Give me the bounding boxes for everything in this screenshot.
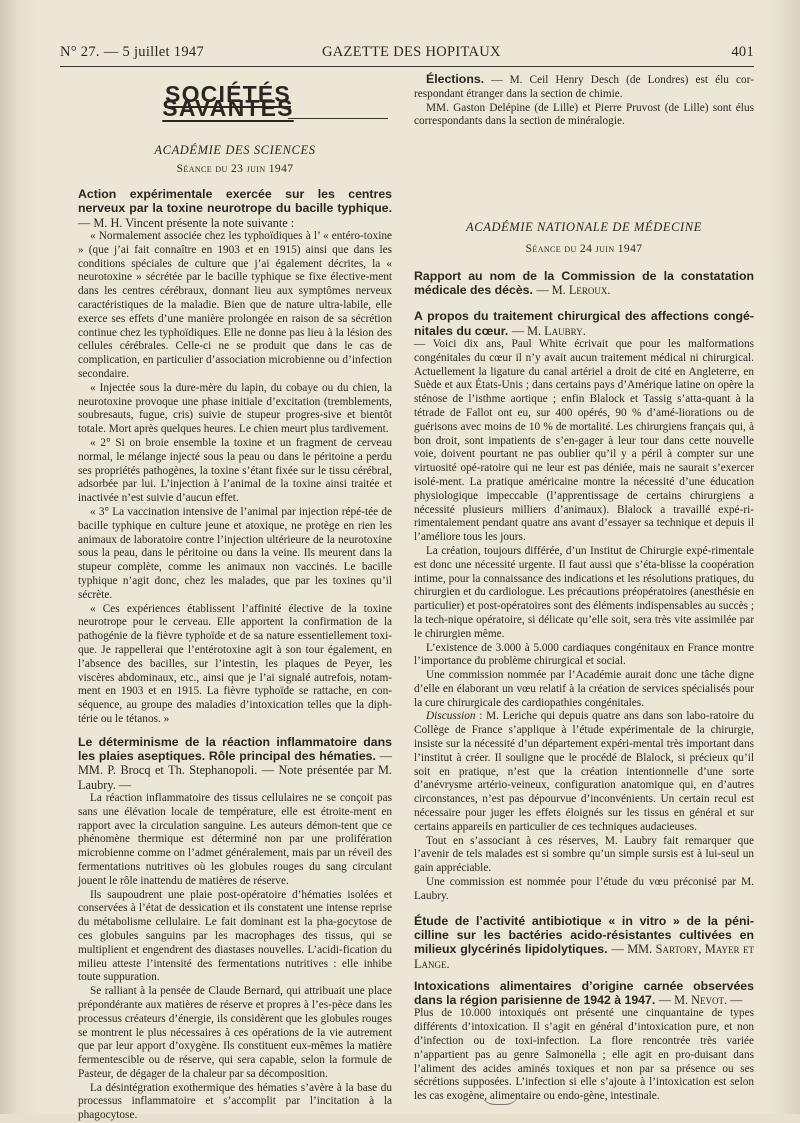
paragraph: « Normalement associée chez les typhoïdiques à l’ « entéro-toxine » (que j’ai fait connaître en 1903 et en 1915) ainsi que dans les conditions spéciales de culture que j’ai également décrites, la « neurotoxine » sécrétée par le bacille typhique se fixe élective-ment dans les centres cérébraux, donnant lieu aux symptômes nerveux caractéristiques de la maladie. Bien que de nature ultra-labile, elle exerce ses effets d’une manière prolongée en raison de sa sécrétion continue chez les typhoïdiques. Elle ne donne pas lieu à la lésion des cellules cérébrales. Celle-ci ne se produit que dans le cas de complication, en particulier d’association microbienne ou d’infection secondaire. [78,230,392,381]
page-number: 401 [731,44,754,60]
paragraph: Une commission nommée par l’Académie aurait donc une tâche digne d’elle en élaborant un vœu relatif à la création de services spécialisés pour la cure chirurgicale des cardiopathies congénitales. [414,669,754,709]
issue-number: N° 27. — 5 juillet 1947 [60,44,204,60]
article-title-penicillin: Étude de l’activité antibiotique « in vitro » de la péni-cilline sur les bactéries acido-résistantes cultivées en milieux glycérinés lipidolytiques. — MM. Sartory, Mayer et Lange. [414,913,755,971]
elections-paragraph: Élections. — M. Ceil Henry Desch (de Londres) est élu cor-respondant étranger dans la section de chimie. [414,72,754,100]
paragraph: Tout en s’associant à ces réserves, M. Laubry fait remarquer que l’avenir de tels malades est si sombre qu’un simple sursis est à lui-seul un gain appréciable. [414,834,754,875]
paragraph: La réaction inflammatoire des tissus cellulaires ne se conçoit pas sans une élévation locale de température, elle est étroite-ment en rapport avec la circulation sanguine. Les auteurs démon-tent que ce phénomène thermique est déterminé non par une prolifération microbienne comme on l’admet généralement, mais par un réveil des fermentations nutritives où les globules rouges du sang circulant jouent le rôle inattendu de matières de réserve. [78,791,392,887]
paragraph: Ils saupoudrent une plaie post-opératoire d’hématies isolées et conservées à l’état de dessication et ils constatent une intense reprise du métabolisme cellulaire. Le fait dominant est la pha-gocytose de ces globules sanguins par les macrophages des tissus, qui se multiplient et engendrent des diastases nouvelles. L’acidi-fication du milieu atteste l’intensité des fermentations nutritives : elle inhibe toute suppuration. [78,888,392,984]
paragraph: La création, toujours différée, d’un Institut de Chirurgie expé-rimentale est donc une nécessité urgente. Il faut aussi que s’éta-blisse la coopération intime, pour la connaissance des indications et les résolutions pratiques, du chirurgien et du cardiologue. Les précautions préopératoires (anesthésie en particulier) et post-opératoires sont des éléments indispensables au succès ; la tech-nique opératoire, si délicate qu’elle soit, sera très vite assimilée par le chirurgien même. [414,544,754,640]
paragraph: Plus de 10.000 intoxiqués ont présenté une cinquantaine de types différents d’intoxication. Il s’agit en général d’intoxication pure, et non d’infection ou de toxi-infection. La flore rencontrée très variée n’appartient pas au genre Salmonella ; elle agit en pro-duisant dans l’aliment des acides aminés toxiques et non par sa présence ou ses sécrétions supposées. L’infection si elle s’ajoute à l’intoxication est selon les cas exogène, alimentaire ou endo-gène, intestinale. [414,1007,754,1103]
academy-heading: ACADÉMIE NATIONALE DE MÉDECINE [466,220,702,235]
article-title-intoxications: Intoxications alimentaires d’origine carnée observées dans la région parisienne de 1942 à 1947. — M. Nevot. — [414,978,754,1008]
paragraph: « 3° La vaccination intensive de l’animal par injection répé-tée de bacille typhique en culture jeune et atoxique, ne protège en rien les animaux de laboratoire contre l’injection ultérieure de la neurotoxine sous la peau, dans le péritoine ou dans la veine. Ils meurent dans la stupeur complète, comme les animaux non vaccinés. Le bacille typhique n’agit donc, chez les malades, que par les toxines qu’il sécrète. [78,506,392,601]
academy-heading: ACADÉMIE DES SCIENCES [154,142,316,157]
article-title-typhoid: Action expérimentale exercée sur les centres nerveux par la toxine neurotrope du bacille typhique. — M. H. Vincent présente la note suivante : [78,187,392,230]
left-column [78,72,392,1123]
paragraph: MM. Gaston Delépine (de Lille) et Pierre Pruvost (de Lille) sont élus correspondants dans la section de minéralogie. [414,101,754,128]
paragraph: « Ces expériences établissent l’affinité élective de la toxine neurotrope pour le cerveau. Elle apportent la confirmation de la pathogénie de la fièvre typhoïde et de sa nature essentiellement toxi-que. Je rappellerai que l’entérotoxine agit à son tour également, en l’absence des bacilles, sur l’intestin, les plaques de Peyer, les viscères abdominaux, etc., ainsi que je l’ai signalé autrefois, notam-ment en 1903 et en 1915. La fièvre typhoïde se rattache, en con-séquence, au groupe des maladies d’intoxication telles que la diph-térie ou le tétanos. » [78,602,392,725]
paragraph: « Injectée sous la dure-mère du lapin, du cobaye ou du chien, la neurotoxine provoque une phase initiale d’excitation (tremblements, soubresauts, fugue, cris) suivie de stupeur progres-sive et bientôt totale. Mort après quelques heures. Le chien meurt plus tardivement. [78,381,392,436]
article-title-inflammation: Le déterminisme de la réaction inflammatoire dans les plaies aseptiques. Rôle principal des hématies. — MM. P. Brocq et Th. Stephanopoli. — Note présentée par M. Laubry. — [78,734,392,792]
journal-title: GAZETTE DES HOPITAUX [322,44,501,60]
session-date: Séance du 24 juin 1947 [525,242,643,255]
section-title: SOCIÉTÉS SAVANTES [162,81,294,121]
page-header [60,40,754,67]
session-date: Séance du 23 juin 1947 [176,163,294,176]
discussion-paragraph: Discussion : M. Leriche qui depuis quatre ans dans son labo-ratoire du Collège de France s’applique à l’étude expérimentale de la chirurgie, insiste sur la nécessité d’un département expéri-mental très important dans l’institut à créer. Il souligne que le procédé de Blalock, si précieux qu’il soit en pratique, n’est que la création intentionnelle d’une sorte d’anévrysme artério-veineux, configuration anatomique qui, en d’autres circonstances, n’est pas dépourvue d’inconvénients. Un certain recul est nécessaire pour juger les effets éloignés sur les tissus en général et sur certains appareils en particulier de ces techniques audacieuses. [414,710,755,833]
paragraph: Une commission est nommée pour l’étude du vœu préconisé par M. Laubry. [414,876,754,902]
paragraph: — Voici dix ans, Paul White écrivait que pour les malformations congénitales du cœur il n’y avait aucun traitement médical ni chirurgical. Actuellement la ligature du canal artériel a droit de cité en Angleterre, en Suède et aux États-Unis ; dans certains pays d’Amérique latine on opère la sténose de l’isthme aortique ; enfin Blalock et Tassig s’atta-quant à la tétrade de Fallot ont eu, sur 400 opérés, 90 % d’amé-liorations ou de guérisons avec moins de 10 % de mortalité. Les chirurgiens français qui, à bon droit, sont impatients de s’en-gager à leur tour dans cette nouvelle voie, doivent pourtant ne pas oublier qu’il y a péril à compter sur une virtuosité opé-ratoire qui ne leur est pas déniée, mais ne saurait s’exercer isolé-ment. La pratique américaine montre la nécessité d’une éducation physiologique impeccable (l’apprentissage de certains chirurgiens a nécessité plusieurs milliers d’animaux). Blalock a travaillé expé-ri-rimentalement pendant quatre ans avant d’essayer sa technique et depuis il l’améliore tous les jours. [414,337,754,544]
paragraph: « 2° Si on broie ensemble la toxine et un fragment de cerveau normal, le mélange injecté sous la peau ou dans le péritoine a perdu ses propriétés pathogènes, la toxine s’étant fixée sur le tissu cérébral, adsorbée par lui. L’injection à l’animal de la toxine ainsi traitée et inactivée n’est suivie d’aucun effet. [78,437,392,505]
article-title-cardiac: A propos du traitement chirurgical des affections congé-nitales du cœur. — M. Laubry. [414,309,754,338]
article-title-deces: Rapport au nom de la Commission de la constatation médicale des décès. — M. Leroux. [414,268,754,298]
paragraph: Se ralliant à la pensée de Claude Bernard, qui attribuait une place prépondérante aux matières de réserve et propres à l’es-pèce dans les processus créateurs d’énergie, ils considèrent que les globules rouges se montrent le plus nécessaires à ces opérations de la vie autrement que par leur apport d’oxygène. Ils constituent eux-mêmes la matière fermentescible ou de réserve, qui sera capable, selon la formule de Pasteur, de dégager de la chaleur par sa décomposition. [78,985,392,1080]
right-column [414,72,754,1104]
paragraph: L’existence de 3.000 à 5.000 cardiaques congénitaux en France montre l’importance du problème chirurgical et social. [414,641,754,668]
paragraph: La désintégration exothermique des hématies s’avère à la base du processus inflammatoire et s’accomplit par l’incitation à la phagocytose. [78,1081,392,1122]
